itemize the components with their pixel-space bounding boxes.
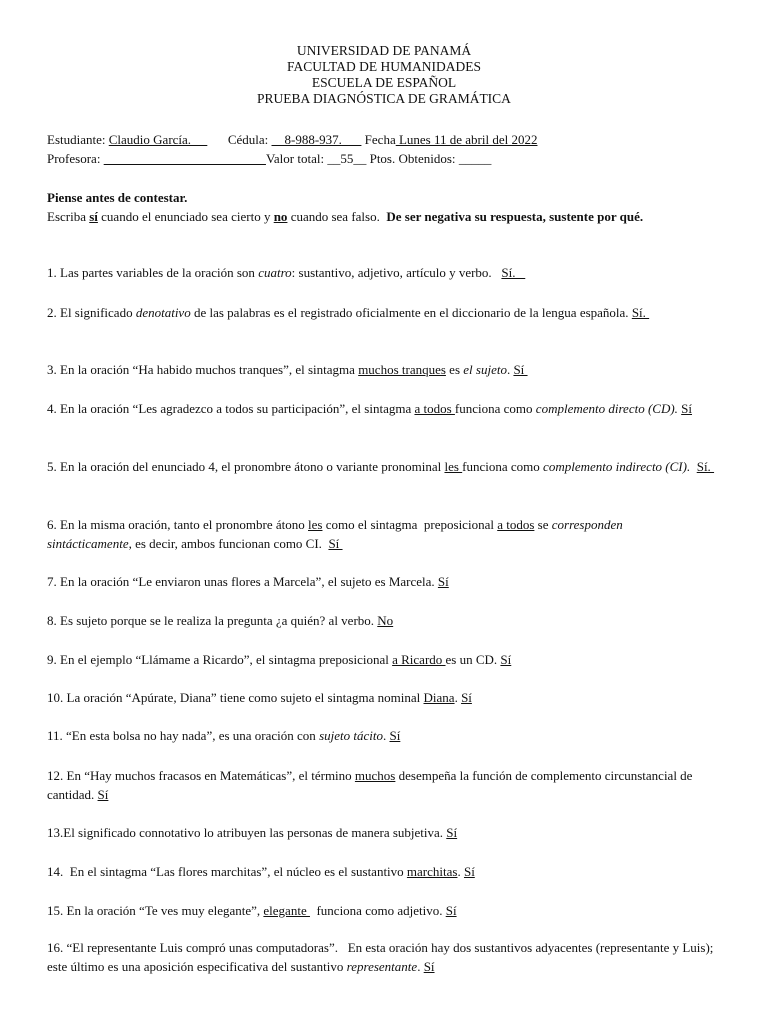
faculty-name: FACULTAD DE HUMANIDADES — [287, 59, 481, 74]
instr-si: sí — [89, 209, 98, 224]
q10-answer: Sí — [461, 690, 472, 705]
q15-text: 15. En la oración “Te ves muy elegante”, — [47, 903, 264, 918]
fecha-label: Fecha — [361, 132, 396, 147]
q6-text3: se — [534, 517, 552, 532]
q5-text: 5. En la oración del enunciado 4, el pronombre átono o variante pronominal — [47, 459, 445, 474]
question-7 — [47, 572, 727, 591]
q4-text2: funciona como — [454, 401, 536, 416]
q1-italic: cuatro — [258, 265, 292, 280]
student-info-line — [47, 130, 727, 149]
cedula-label: Cédula: — [227, 132, 272, 147]
q5-answer: Sí. — [696, 459, 715, 474]
q10-text: 10. La oración “Apúrate, Diana” tiene como sujeto el sintagma nominal — [47, 690, 424, 705]
teacher-info-line — [47, 149, 727, 168]
q2-text: 2. El significado — [47, 305, 136, 320]
q3-text3: . — [506, 362, 514, 377]
q16-text2: . — [417, 959, 424, 974]
ptos-label: Ptos. Obtenidos: — [366, 151, 459, 166]
question-13 — [47, 823, 727, 842]
instr-part1: Escriba — [47, 209, 90, 224]
student-value: Claudio García. — [108, 132, 208, 147]
q4-underline: a todos — [414, 401, 455, 416]
q5-underline: les — [444, 459, 463, 474]
instructions-text — [47, 207, 727, 226]
q3-text: 3. En la oración “Ha habido muchos tranques”, el sintagma — [47, 362, 359, 377]
q8-answer: No — [377, 613, 394, 628]
profesora-label: Profesora: — [47, 151, 104, 166]
q15-underline: elegante — [263, 903, 310, 918]
instr-no: no — [273, 209, 288, 224]
question-10 — [47, 688, 727, 707]
question-9 — [47, 650, 727, 669]
q12-underline: muchos — [354, 768, 396, 783]
q2-italic: denotativo — [135, 305, 191, 320]
q6-text: 6. En la misma oración, tanto el pronombre átono — [47, 517, 309, 532]
q13-text: 13.El significado connotativo lo atribuyen las personas de manera subjetiva. — [47, 825, 447, 840]
cedula-value: 8-988-937. — [271, 132, 362, 147]
q2-answer: Sí. — [631, 305, 650, 320]
question-14 — [47, 862, 727, 881]
school-name: ESCUELA DE ESPAÑOL — [311, 75, 457, 90]
question-12 — [47, 766, 727, 804]
fecha-value: Lunes 11 de abril del 2022 — [395, 132, 538, 147]
q8-text: 8. Es sujeto porque se le realiza la pregunta ¿a quién? al verbo. — [47, 613, 378, 628]
instr-bold: De ser negativa su respuesta, sustente por qué. — [386, 209, 644, 224]
test-title: PRUEBA DIAGNÓSTICA DE GRAMÁTICA — [257, 91, 511, 106]
q12-text: 12. En “Hay muchos fracasos en Matemáticas”, el término — [47, 768, 355, 783]
q5-italic: complemento indirecto (CI). — [543, 459, 691, 474]
q7-answer: Sí — [437, 574, 449, 589]
instr-part2: cuando el enunciado sea cierto y — [97, 209, 274, 224]
q3-italic: el sujeto — [463, 362, 507, 377]
q4-italic: complemento directo (CD). — [535, 401, 678, 416]
question-5 — [47, 457, 727, 476]
ptos-value: _____ — [458, 151, 492, 166]
q15-answer: Sí — [445, 903, 457, 918]
question-1 — [47, 263, 727, 282]
q14-underline: marchitas — [406, 864, 458, 879]
q6-text4: , es decir, ambos funcionan como CI. — [128, 536, 329, 551]
q6-italic: corresponden sintácticamente — [47, 517, 623, 551]
q15-text2: funciona como adjetivo. — [309, 903, 446, 918]
q4-answer: Sí — [681, 401, 693, 416]
q3-answer: Sí — [513, 362, 528, 377]
q2-text2: de las palabras es el registrado oficialmente en el diccionario de la lengua española. — [190, 305, 632, 320]
q6-answer: Sí — [328, 536, 343, 551]
q12-answer: Sí — [97, 787, 109, 802]
q11-text: 11. “En esta bolsa no hay nada”, es una oración con — [47, 728, 320, 743]
q9-underline: a Ricardo — [392, 652, 446, 667]
q11-italic: sujeto tácito — [319, 728, 383, 743]
question-8 — [47, 611, 727, 630]
instr-part3: cuando sea falso. — [287, 209, 387, 224]
instructions-title: Piense antes de contestar. — [47, 190, 188, 205]
question-4 — [47, 399, 727, 418]
q12-text2: desempeña la función de complemento circunstancial de cantidad. — [47, 768, 693, 802]
question-16 — [47, 938, 727, 976]
q1-text: 1. Las partes variables de la oración son — [47, 265, 259, 280]
profesora-value — [104, 151, 266, 166]
valor-label: Valor total: — [265, 151, 328, 166]
question-15 — [47, 901, 727, 920]
q11-text2: . — [382, 728, 390, 743]
q14-text2: . — [457, 864, 464, 879]
student-label: Estudiante: — [47, 132, 109, 147]
q13-answer: Sí — [446, 825, 458, 840]
university-name: UNIVERSIDAD DE PANAMÁ — [296, 43, 472, 58]
q1-answer: Sí. — [501, 265, 526, 280]
q6-underline2: a todos — [497, 517, 535, 532]
question-3 — [47, 360, 727, 379]
q6-underline1: les — [308, 517, 323, 532]
q10-text2: . — [454, 690, 462, 705]
valor-value: __55__ — [327, 151, 367, 166]
document-header — [0, 43, 768, 107]
q5-text2: funciona como — [462, 459, 544, 474]
q16-text: 16. “El representante Luis compró unas computadoras”. En esta oración hay dos sustantivos adyacentes (representante y Luis); este último es una aposición especificativa del sustantivo — [47, 940, 717, 974]
q10-underline: Diana — [423, 690, 455, 705]
q6-text2: como el sintagma preposicional — [322, 517, 498, 532]
q16-answer: Sí — [423, 959, 435, 974]
q1-text2: : sustantivo, adjetivo, artículo y verbo. — [291, 265, 502, 280]
question-2 — [47, 303, 727, 322]
q14-text: 14. En el sintagma “Las flores marchitas”, el núcleo es el sustantivo — [47, 864, 407, 879]
q11-answer: Sí — [389, 728, 401, 743]
q9-answer: Sí — [500, 652, 512, 667]
q16-italic: representante — [346, 959, 418, 974]
q9-text2: es un CD. — [445, 652, 501, 667]
question-11 — [47, 726, 727, 745]
q3-underline: muchos tranques — [358, 362, 446, 377]
q4-text: 4. En la oración “Les agradezco a todos su participación”, el sintagma — [47, 401, 415, 416]
question-6 — [47, 515, 727, 553]
q3-text2: es — [445, 362, 464, 377]
q9-text: 9. En el ejemplo “Llámame a Ricardo”, el sintagma preposicional — [47, 652, 393, 667]
q7-text: 7. En la oración “Le enviaron unas flores a Marcela”, el sujeto es Marcela. — [47, 574, 438, 589]
q14-answer: Sí — [463, 864, 475, 879]
